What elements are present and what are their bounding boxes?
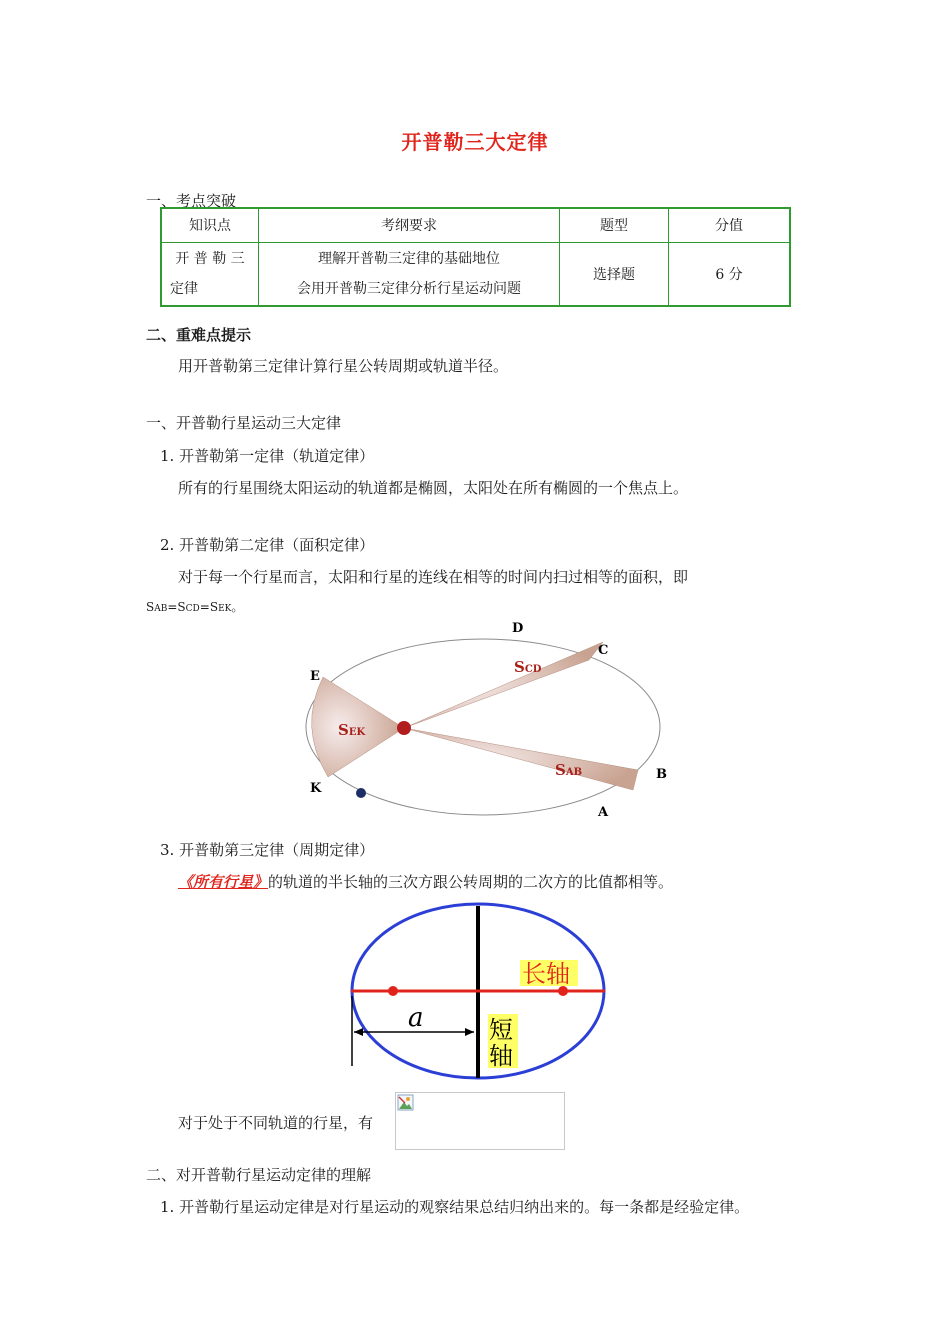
table-header-score: 分值: [669, 208, 791, 242]
zhongnandian-text: 用开普勒第三定律计算行星公转周期或轨道半径。: [178, 357, 509, 375]
minor-axis-label-2: 轴: [489, 1042, 513, 1070]
section-heading-zhongnandian: 二、重难点提示: [146, 326, 252, 344]
formula-s3: S: [209, 600, 219, 614]
law3-title: 3. 开普勒第三定律（周期定律）: [160, 841, 375, 859]
area-label-sek: SEK: [338, 721, 366, 739]
formula-eq2: =: [199, 600, 210, 614]
point-e: E: [310, 669, 320, 684]
formula-end: 。: [231, 600, 244, 614]
law2-title: 2. 开普勒第二定律（面积定律）: [160, 536, 375, 554]
formula-image-placeholder: [395, 1092, 565, 1150]
minor-axis-label-1: 短: [489, 1016, 513, 1044]
point-a: A: [598, 805, 609, 820]
a-arrow-right-icon: [465, 1028, 474, 1036]
formula-sub-cd: CD: [185, 604, 200, 614]
table-header-topic: 知识点: [161, 208, 259, 242]
all-planets-link[interactable]: 《所有行星》: [178, 873, 269, 891]
knowledge-table: [160, 207, 791, 307]
point-d: D: [512, 621, 524, 636]
sun-icon: [397, 721, 411, 735]
a-arrow-left-icon: [354, 1028, 363, 1036]
broken-image-icon: [397, 1094, 415, 1112]
point-k: K: [310, 781, 322, 796]
area-label-sab: SAB: [555, 761, 583, 779]
formula-s2: S: [177, 600, 186, 614]
sector-cd: [404, 642, 603, 728]
law3-text-line: [178, 871, 673, 892]
law3-text: 的轨道的半长轴的三次方跟公转周期的二次方的比值都相等。: [268, 873, 674, 891]
planet-icon: [356, 788, 366, 798]
law1-title: 1. 开普勒第一定律（轨道定律）: [160, 447, 375, 465]
table-header-type: 题型: [560, 208, 669, 242]
formula-eq1: =: [167, 600, 178, 614]
requirement-line-1: 理解开普勒三定律的基础地位: [318, 250, 500, 267]
formula-sub-ek: EK: [218, 604, 232, 614]
table-cell-score: 6 分: [669, 242, 791, 306]
page-title: 开普勒三大定律: [401, 130, 549, 154]
focus-left-icon: [388, 986, 398, 996]
area-law-diagram: [298, 612, 678, 822]
law2-text: 对于每一个行星而言，太阳和行星的连线在相等的时间内扫过相等的面积，即: [178, 568, 689, 586]
part1-heading: 一、开普勒行星运动三大定律: [146, 414, 342, 432]
section-heading-kaodian: 一、考点突破: [146, 192, 237, 210]
requirement-line-2: 会用开普勒三定律分析行星运动问题: [297, 280, 521, 297]
part2-heading: 二、对开普勒行星运动定律的理解: [146, 1166, 372, 1184]
point-c: C: [598, 643, 609, 658]
formula-sub-ab: AB: [154, 604, 168, 614]
formula-s1: S: [146, 600, 155, 614]
law2-formula: [146, 598, 243, 615]
table-header-requirement: 考纲要求: [259, 208, 560, 242]
part2-item1: 1. 开普勒行星运动定律是对行星运动的观察结果总结归纳出来的。每一条都是经验定律。: [160, 1198, 750, 1216]
point-b: B: [656, 767, 667, 782]
law1-text: 所有的行星围绕太阳运动的轨道都是椭圆，太阳处在所有椭圆的一个焦点上。: [178, 479, 689, 497]
major-axis-label: 长轴: [522, 960, 570, 988]
axis-diagram: [346, 900, 612, 1082]
table-cell-topic: [161, 242, 259, 306]
topic-line-1: 开 普 勒 三: [175, 250, 245, 267]
sector-ab: [404, 728, 638, 790]
a-label: a: [408, 1003, 424, 1033]
area-label-scd: SCD: [514, 658, 542, 676]
table-cell-requirement: [259, 242, 560, 306]
table-cell-type: 选择题: [560, 242, 669, 306]
topic-line-2: 定律: [170, 280, 198, 297]
law3-note: 对于处于不同轨道的行星，有: [178, 1114, 374, 1132]
